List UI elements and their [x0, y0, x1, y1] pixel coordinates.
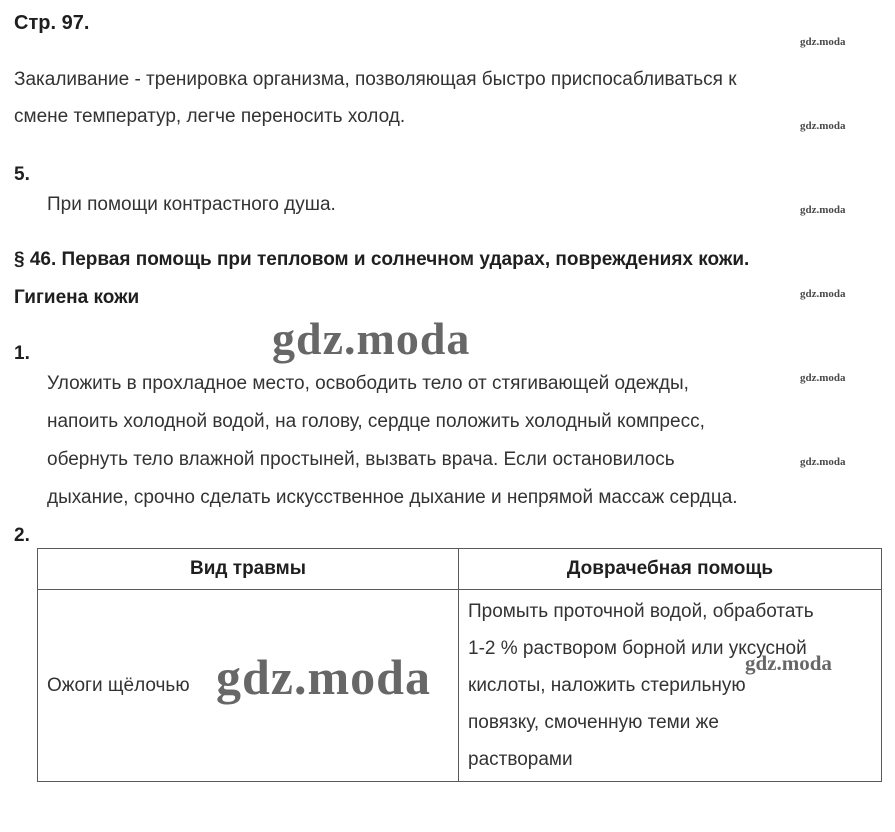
watermark-small: gdz.moda	[800, 120, 846, 132]
watermark-large: gdz.moda	[272, 313, 471, 364]
first-aid-line: повязку, смоченную теми же	[468, 712, 719, 733]
question-1-line-4: дыхание, срочно сделать искусственное дыхание и непрямой массаж сердца.	[47, 487, 738, 508]
section-subtitle: Гигиена кожи	[14, 287, 140, 308]
section-title: § 46. Первая помощь при тепловом и солнечном ударах, повреждениях кожи.	[14, 249, 750, 270]
page-header: Стр. 97.	[14, 12, 90, 34]
watermark-small: gdz.moda	[800, 36, 846, 48]
question-1-line-2: напоить холодной водой, на голову, сердце положить холодный компресс,	[47, 411, 705, 432]
cell-first-aid	[459, 590, 882, 782]
intro-line-2: смене температур, легче переносить холод.	[14, 106, 406, 127]
question-1-number: 1.	[14, 343, 30, 364]
table-row	[38, 590, 882, 782]
watermark-medium: gdz.moda	[745, 651, 832, 675]
cell-injury-type: Ожоги щёлочью	[38, 590, 459, 782]
first-aid-line: растворами	[468, 749, 573, 770]
column-header-injury-type: Вид травмы	[38, 549, 459, 590]
question-1-line-1: Уложить в прохладное место, освободить тело от стягивающей одежды,	[47, 373, 689, 394]
first-aid-line: кислоты, наложить стерильную	[468, 675, 746, 696]
first-aid-line: 1-2 % раствором борной или уксусной	[468, 638, 807, 659]
watermark-small: gdz.moda	[800, 372, 846, 384]
question-5-answer: При помощи контрастного душа.	[47, 194, 336, 215]
first-aid-line: Промыть проточной водой, обработать	[468, 601, 814, 622]
intro-line-1: Закаливание - тренировка организма, позволяющая быстро приспосабливаться к	[14, 69, 737, 90]
question-2-number: 2.	[14, 525, 30, 546]
table-header-row	[38, 549, 882, 590]
question-5-number: 5.	[14, 164, 30, 185]
watermark-small: gdz.moda	[800, 288, 846, 300]
watermark-large: gdz.moda	[216, 649, 431, 705]
question-1-line-3: обернуть тело влажной простыней, вызвать врача. Если остановилось	[47, 449, 675, 470]
watermark-small: gdz.moda	[800, 456, 846, 468]
column-header-first-aid: Доврачебная помощь	[459, 549, 882, 590]
watermark-small: gdz.moda	[800, 204, 846, 216]
